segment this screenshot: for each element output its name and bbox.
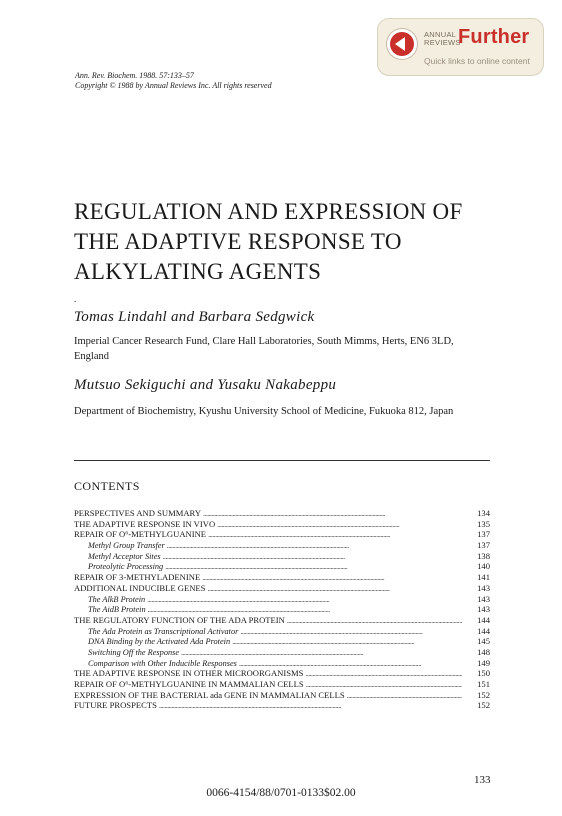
article-title bbox=[74, 197, 463, 287]
toc-entry[interactable] bbox=[74, 615, 490, 626]
toc-entry[interactable] bbox=[74, 519, 490, 530]
title-line-2: THE ADAPTIVE RESPONSE TO bbox=[74, 229, 402, 254]
toc-entry-page: 144 bbox=[477, 614, 490, 625]
dot-leader bbox=[181, 648, 462, 659]
page-number: 133 bbox=[474, 774, 491, 786]
toc-entry[interactable] bbox=[74, 583, 490, 594]
toc-entry-label: Proteolytic Processing bbox=[88, 562, 164, 572]
toc-entry[interactable] bbox=[74, 668, 490, 679]
dot-leader bbox=[159, 701, 462, 712]
toc-entry-page: 149 bbox=[477, 657, 490, 668]
toc-entry-page: 151 bbox=[477, 679, 490, 689]
toc-entry[interactable] bbox=[74, 572, 490, 583]
toc-entry-label: REPAIR OF 3-METHYLADENINE bbox=[74, 572, 201, 583]
copyright-line: Copyright © 1988 by Annual Reviews Inc. All rights reserved bbox=[75, 81, 272, 90]
toc-subentry[interactable] bbox=[74, 647, 490, 658]
publisher-line-2: REVIEWS bbox=[424, 38, 461, 47]
toc-entry-label: THE ADAPTIVE RESPONSE IN OTHER MICROORGANISMS bbox=[74, 668, 304, 679]
toc-entry-page: 137 bbox=[477, 540, 490, 551]
toc-entry-page: 135 bbox=[477, 518, 490, 529]
toc-entry-label: Switching Off the Response bbox=[88, 647, 180, 657]
toc-entry-page: 134 bbox=[477, 508, 490, 518]
publisher-line-1: ANNUAL bbox=[424, 30, 457, 39]
toc-entry-label: Methyl Acceptor Sites bbox=[88, 551, 161, 561]
title-line-1: REGULATION AND EXPRESSION OF bbox=[74, 199, 463, 224]
dot-leader bbox=[202, 573, 462, 584]
section-divider bbox=[74, 460, 490, 461]
publisher-name bbox=[424, 31, 461, 47]
toc-entry-label: THE REGULATORY FUNCTION OF THE ADA PROTEIN bbox=[74, 614, 285, 625]
arrow-left-icon bbox=[395, 37, 405, 51]
toc-subentry[interactable] bbox=[74, 636, 490, 647]
dot-leader bbox=[232, 637, 462, 648]
toc-entry[interactable] bbox=[74, 508, 490, 519]
dot-leader bbox=[240, 627, 462, 638]
toc-entry[interactable] bbox=[74, 700, 490, 711]
journal-citation bbox=[75, 71, 272, 91]
dot-leader bbox=[147, 595, 462, 606]
toc-entry-label: FUTURE PROSPECTS bbox=[74, 700, 157, 711]
annual-reviews-logo-icon bbox=[390, 32, 414, 56]
dot-leader bbox=[208, 530, 462, 541]
dot-leader bbox=[305, 669, 462, 680]
toc-entry-page: 143 bbox=[477, 582, 490, 593]
toc-entry[interactable] bbox=[74, 529, 490, 540]
toc-entry-label: The Ada Protein as Transcriptional Activator bbox=[88, 626, 239, 636]
dot-leader bbox=[347, 691, 462, 702]
toc-entry[interactable] bbox=[74, 690, 490, 701]
toc-entry-label: REPAIR OF O⁶-METHYLGUANINE IN MAMMALIAN CELLS bbox=[74, 679, 304, 689]
toc-subentry[interactable] bbox=[74, 561, 490, 572]
author-names-2: Mutsuo Sekiguchi and Yusaku Nakabeppu bbox=[74, 377, 337, 393]
toc-entry-page: 143 bbox=[477, 604, 490, 615]
affiliation-1: Imperial Cancer Research Fund, Clare Hall Laboratories, South Mimms, Herts, EN6 3LD, England bbox=[74, 336, 454, 362]
toc-entry-page: 152 bbox=[477, 689, 490, 700]
toc-entry-label: PERSPECTIVES AND SUMMARY bbox=[74, 508, 202, 518]
toc-entry-label: The AidB Protein bbox=[88, 605, 146, 615]
dot-leader bbox=[203, 509, 462, 520]
dot-leader bbox=[217, 520, 462, 531]
dot-leader bbox=[287, 616, 462, 627]
toc-entry-page: 138 bbox=[477, 550, 490, 561]
toc-entry-label: Methyl Group Transfer bbox=[88, 541, 165, 551]
toc-subentry[interactable] bbox=[74, 551, 490, 562]
toc-subentry[interactable] bbox=[74, 540, 490, 551]
table-of-contents bbox=[74, 508, 490, 711]
title-line-3: ALKYLATING AGENTS bbox=[74, 259, 322, 284]
toc-entry-page: 144 bbox=[477, 625, 490, 636]
toc-entry-label: REPAIR OF O⁶-METHYLGUANINE bbox=[74, 529, 207, 540]
toc-entry-label: THE ADAPTIVE RESPONSE IN VIVO bbox=[74, 518, 216, 529]
toc-subentry[interactable] bbox=[74, 594, 490, 605]
contents-heading: CONTENTS bbox=[74, 479, 140, 493]
stray-mark: . bbox=[74, 294, 77, 304]
dot-leader bbox=[167, 541, 462, 552]
toc-subentry[interactable] bbox=[74, 626, 490, 637]
further-brand: Further bbox=[458, 26, 530, 48]
annual-reviews-further-badge[interactable] bbox=[377, 18, 544, 76]
toc-entry-page: 152 bbox=[477, 700, 490, 711]
toc-entry-page: 140 bbox=[477, 561, 490, 572]
toc-entry-label: Comparison with Other Inducible Responses bbox=[88, 658, 237, 668]
further-tagline: Quick links to online content bbox=[424, 56, 530, 66]
article-code: 0066-4154/88/0701-0133$02.00 bbox=[206, 787, 356, 799]
citation-line-1: Ann. Rev. Biochem. 1988. 57:133–57 bbox=[75, 71, 194, 80]
dot-leader bbox=[207, 584, 462, 595]
toc-entry[interactable] bbox=[74, 679, 490, 690]
dot-leader bbox=[165, 562, 462, 573]
toc-entry-label: EXPRESSION OF THE BACTERIAL ada GENE IN MAMMALIAN CELLS bbox=[74, 689, 345, 700]
author-names-1: Tomas Lindahl and Barbara Sedgwick bbox=[74, 309, 315, 325]
toc-entry-page: 141 bbox=[477, 572, 490, 583]
toc-entry-page: 143 bbox=[477, 593, 490, 604]
toc-entry-label: DNA Binding by the Activated Ada Protein bbox=[88, 637, 231, 647]
toc-entry-label: The AlkB Protein bbox=[88, 594, 146, 604]
toc-entry-label: ADDITIONAL INDUCIBLE GENES bbox=[74, 582, 206, 593]
toc-entry-page: 137 bbox=[477, 529, 490, 540]
toc-entry-page: 148 bbox=[477, 646, 490, 657]
toc-entry-page: 150 bbox=[477, 668, 490, 679]
toc-entry-page: 145 bbox=[477, 636, 490, 647]
toc-subentry[interactable] bbox=[74, 604, 490, 615]
dot-leader bbox=[163, 552, 462, 563]
toc-subentry[interactable] bbox=[74, 658, 490, 669]
affiliation-2: Department of Biochemistry, Kyushu University School of Medicine, Fukuoka 812, Japan bbox=[74, 406, 454, 417]
